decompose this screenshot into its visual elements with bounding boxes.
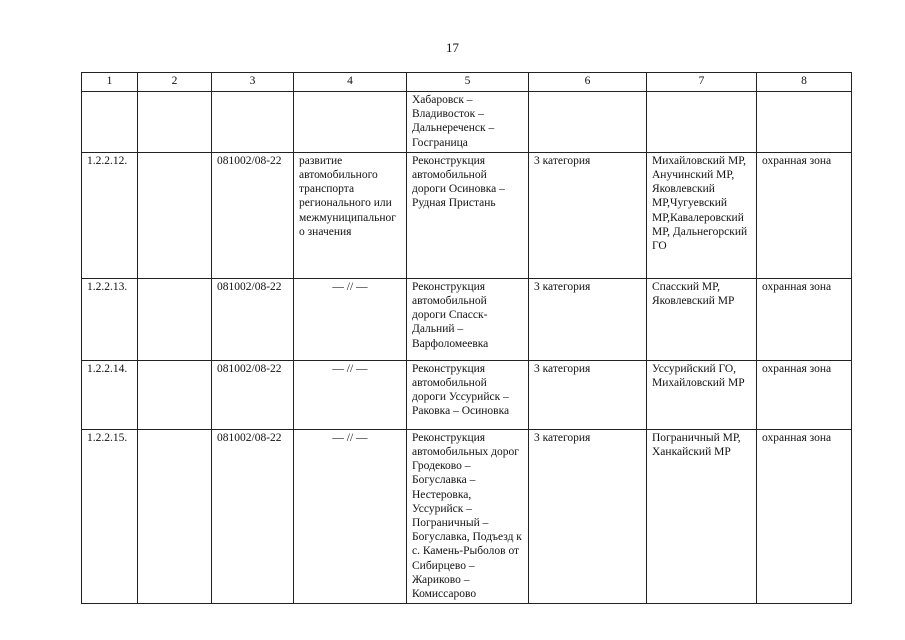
- cell-object: Реконструкция автомобильной дороги Уссурийск – Раковка – Осиновка: [407, 360, 529, 429]
- header-col-4: 4: [294, 73, 407, 92]
- cell-code: 081002/08-22: [212, 278, 294, 360]
- header-col-8: 8: [757, 73, 852, 92]
- cell-category: 3 категория: [529, 278, 647, 360]
- table-row: [82, 278, 852, 360]
- cell-location: Спасский МР, Яковлевский МР: [647, 278, 757, 360]
- table-row: [82, 360, 852, 429]
- cell-category: 3 категория: [529, 429, 647, 603]
- cell-category: 3 категория: [529, 152, 647, 278]
- cell-empty: [529, 92, 647, 153]
- cell-object: Хабаровск – Владивосток – Дальнереченск – Госграница: [407, 92, 529, 153]
- cell-category: 3 категория: [529, 360, 647, 429]
- cell-empty: [138, 92, 212, 153]
- planning-table: [81, 72, 852, 604]
- cell-purpose-ditto: — // —: [294, 278, 407, 360]
- cell-col2: [138, 429, 212, 603]
- cell-col2: [138, 360, 212, 429]
- cell-empty: [647, 92, 757, 153]
- header-col-6: 6: [529, 73, 647, 92]
- header-col-5: 5: [407, 73, 529, 92]
- cell-location: Пограничный МР, Ханкайский МР: [647, 429, 757, 603]
- cell-empty: [212, 92, 294, 153]
- cell-purpose-ditto: — // —: [294, 360, 407, 429]
- header-col-7: 7: [647, 73, 757, 92]
- cell-number: 1.2.2.14.: [82, 360, 138, 429]
- cell-col2: [138, 278, 212, 360]
- cell-zone: охранная зона: [757, 278, 852, 360]
- cell-col2: [138, 152, 212, 278]
- cell-empty: [757, 92, 852, 153]
- cell-code: 081002/08-22: [212, 360, 294, 429]
- cell-object: Реконструкция автомобильной дороги Осиновка – Рудная Пристань: [407, 152, 529, 278]
- cell-number: 1.2.2.15.: [82, 429, 138, 603]
- cell-code: 081002/08-22: [212, 152, 294, 278]
- cell-number: 1.2.2.13.: [82, 278, 138, 360]
- header-col-1: 1: [82, 73, 138, 92]
- cell-zone: охранная зона: [757, 429, 852, 603]
- cell-location: Михайловский МР, Анучинский МР, Яковлевский МР,Чугуевский МР,Кавалеровский МР, Дальнегорский ГО: [647, 152, 757, 278]
- cell-location: Уссурийский ГО, Михайловский МР: [647, 360, 757, 429]
- header-col-2: 2: [138, 73, 212, 92]
- table-row: [82, 152, 852, 278]
- cell-empty: [294, 92, 407, 153]
- table-row: [82, 429, 852, 603]
- cell-code: 081002/08-22: [212, 429, 294, 603]
- cell-purpose-ditto: — // —: [294, 429, 407, 603]
- cell-object: Реконструкция автомобильной дороги Спасск-Дальний – Варфоломеевка: [407, 278, 529, 360]
- header-col-3: 3: [212, 73, 294, 92]
- header-row: [82, 73, 852, 92]
- cell-object: Реконструкция автомобильных дорог Гродеково – Богуславка – Нестеровка, Уссурийск – Пограничный – Богуславка, Подъезд к с. Камень-Рыболов от Сибирцево – Жариково – Комиссарово: [407, 429, 529, 603]
- cell-purpose: развитие автомобильного транспорта регионального или межмуниципального значения: [294, 152, 407, 278]
- cell-zone: охранная зона: [757, 152, 852, 278]
- cell-number: 1.2.2.12.: [82, 152, 138, 278]
- table-row: [82, 92, 852, 153]
- cell-empty: [82, 92, 138, 153]
- page-number: 17: [446, 40, 459, 55]
- cell-zone: охранная зона: [757, 360, 852, 429]
